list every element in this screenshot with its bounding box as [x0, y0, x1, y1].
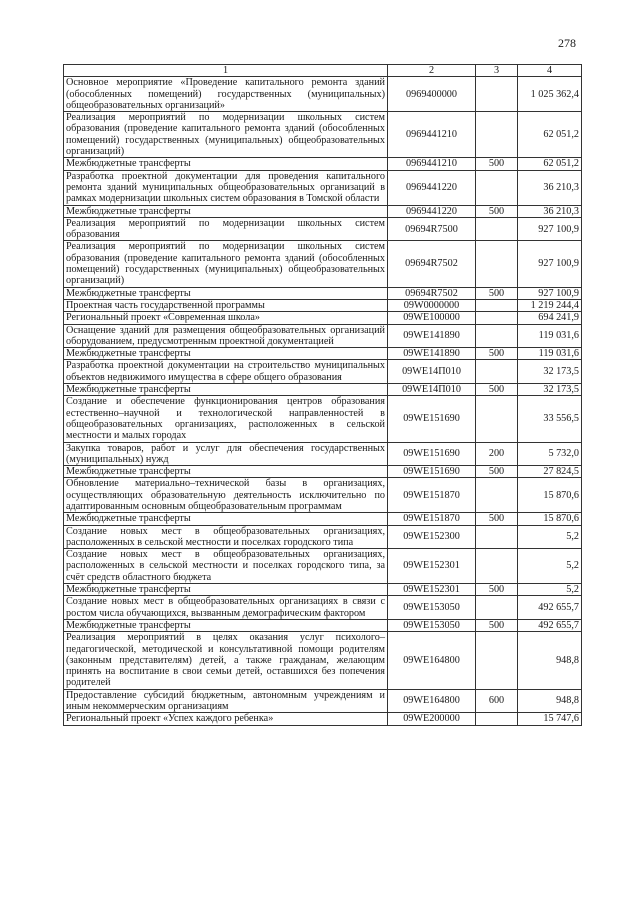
row-code-cell: 09WE141890: [388, 324, 476, 348]
row-type-cell: [476, 312, 518, 324]
row-amount-cell: 62 051,2: [518, 158, 582, 170]
row-type-cell: [476, 112, 518, 158]
row-name-cell: Межбюджетные трансферты: [64, 619, 388, 631]
table-row: [64, 584, 582, 596]
table-row: [64, 77, 582, 112]
table-row: [64, 596, 582, 620]
column-header-amount: 4: [518, 65, 582, 77]
row-name-cell: Межбюджетные трансферты: [64, 384, 388, 396]
row-type-cell: [476, 299, 518, 311]
row-type-cell: 500: [476, 384, 518, 396]
row-amount-cell: 927 100,9: [518, 287, 582, 299]
table-row: [64, 312, 582, 324]
table-row: [64, 324, 582, 348]
row-amount-cell: 492 655,7: [518, 596, 582, 620]
row-name-cell: Создание новых мест в общеобразовательных организациях, расположенных в сельской местности и поселках городского типа, за счёт средств областного бюджета: [64, 549, 388, 584]
column-header-code: 2: [388, 65, 476, 77]
row-amount-cell: 62 051,2: [518, 112, 582, 158]
table-header-row: [64, 65, 582, 77]
row-type-cell: 200: [476, 442, 518, 466]
column-header-name: 1: [64, 65, 388, 77]
row-type-cell: 500: [476, 158, 518, 170]
row-code-cell: 09694R7502: [388, 287, 476, 299]
row-type-cell: 500: [476, 584, 518, 596]
row-name-cell: Региональный проект «Современная школа»: [64, 312, 388, 324]
row-type-cell: 500: [476, 466, 518, 478]
table-row: [64, 360, 582, 384]
table-row: [64, 158, 582, 170]
table-row: [64, 384, 582, 396]
row-code-cell: 09WE151690: [388, 442, 476, 466]
row-type-cell: [476, 525, 518, 549]
row-type-cell: [476, 632, 518, 689]
table-row: [64, 713, 582, 725]
row-type-cell: [476, 478, 518, 513]
page-number: 278: [558, 36, 576, 50]
table-row: [64, 525, 582, 549]
row-code-cell: 09WE14П010: [388, 384, 476, 396]
table-row: [64, 549, 582, 584]
row-name-cell: Межбюджетные трансферты: [64, 287, 388, 299]
row-code-cell: 09WE153050: [388, 619, 476, 631]
table-row: [64, 396, 582, 442]
row-name-cell: Межбюджетные трансферты: [64, 348, 388, 360]
row-code-cell: 09WE164800: [388, 632, 476, 689]
row-name-cell: Обновление материально–технической базы в организациях, осуществляющих образовательную деятельность исключительно по адаптированным основным общеобразовательным программам: [64, 478, 388, 513]
row-type-cell: [476, 217, 518, 241]
budget-table: [63, 64, 582, 726]
row-type-cell: [476, 360, 518, 384]
row-code-cell: 09WE152301: [388, 584, 476, 596]
row-name-cell: Межбюджетные трансферты: [64, 205, 388, 217]
row-amount-cell: 948,8: [518, 689, 582, 713]
row-amount-cell: 32 173,5: [518, 360, 582, 384]
table-row: [64, 170, 582, 205]
row-code-cell: 09WE151870: [388, 513, 476, 525]
table-row: [64, 348, 582, 360]
row-code-cell: 09694R7502: [388, 241, 476, 287]
row-code-cell: 09W0000000: [388, 299, 476, 311]
row-name-cell: Закупка товаров, работ и услуг для обеспечения государственных (муниципальных) нужд: [64, 442, 388, 466]
row-amount-cell: 1 219 244,4: [518, 299, 582, 311]
row-name-cell: Межбюджетные трансферты: [64, 158, 388, 170]
row-code-cell: 0969441210: [388, 158, 476, 170]
row-name-cell: Создание новых мест в общеобразовательных организациях, расположенных в сельской местности и поселках городского типа: [64, 525, 388, 549]
row-amount-cell: 927 100,9: [518, 217, 582, 241]
row-name-cell: Разработка проектной документации на строительство муниципальных объектов недвижимого имущества в сфере общего образования: [64, 360, 388, 384]
row-amount-cell: 1 025 362,4: [518, 77, 582, 112]
table-body: [64, 77, 582, 725]
row-type-cell: 500: [476, 287, 518, 299]
row-name-cell: Оснащение зданий для размещения общеобразовательных организаций оборудованием, предусмотренным проектной документацией: [64, 324, 388, 348]
row-type-cell: [476, 170, 518, 205]
row-code-cell: 09WE14П010: [388, 360, 476, 384]
row-code-cell: 0969400000: [388, 77, 476, 112]
table-row: [64, 205, 582, 217]
row-code-cell: 0969441210: [388, 112, 476, 158]
row-code-cell: 09WE152301: [388, 549, 476, 584]
row-type-cell: [476, 549, 518, 584]
row-type-cell: 500: [476, 205, 518, 217]
row-name-cell: Предоставление субсидий бюджетным, автономным учреждениям и иным некоммерческим организациям: [64, 689, 388, 713]
row-amount-cell: 694 241,9: [518, 312, 582, 324]
row-amount-cell: 5,2: [518, 584, 582, 596]
row-amount-cell: 119 031,6: [518, 324, 582, 348]
row-name-cell: Региональный проект «Успех каждого ребенка»: [64, 713, 388, 725]
row-name-cell: Межбюджетные трансферты: [64, 584, 388, 596]
row-code-cell: 09WE100000: [388, 312, 476, 324]
row-amount-cell: 36 210,3: [518, 205, 582, 217]
table-row: [64, 287, 582, 299]
row-code-cell: 09WE164800: [388, 689, 476, 713]
row-code-cell: 0969441220: [388, 205, 476, 217]
row-name-cell: Проектная часть государственной программы: [64, 299, 388, 311]
row-type-cell: 500: [476, 619, 518, 631]
row-type-cell: [476, 324, 518, 348]
row-code-cell: 09WE151870: [388, 478, 476, 513]
row-type-cell: [476, 596, 518, 620]
table-row: [64, 619, 582, 631]
row-code-cell: 09WE152300: [388, 525, 476, 549]
table-row: [64, 112, 582, 158]
row-type-cell: 500: [476, 513, 518, 525]
table-row: [64, 442, 582, 466]
table-row: [64, 478, 582, 513]
row-type-cell: [476, 77, 518, 112]
row-amount-cell: 15 870,6: [518, 478, 582, 513]
row-amount-cell: 5,2: [518, 525, 582, 549]
row-name-cell: Основное мероприятие «Проведение капитального ремонта зданий (обособленных помещений) государственных (муниципальных) общеобразовательных организаций»: [64, 77, 388, 112]
row-amount-cell: 492 655,7: [518, 619, 582, 631]
table-row: [64, 466, 582, 478]
row-code-cell: 09694R7500: [388, 217, 476, 241]
row-amount-cell: 15 870,6: [518, 513, 582, 525]
row-amount-cell: 5,2: [518, 549, 582, 584]
row-type-cell: 500: [476, 348, 518, 360]
row-name-cell: Межбюджетные трансферты: [64, 513, 388, 525]
row-type-cell: 600: [476, 689, 518, 713]
row-type-cell: [476, 241, 518, 287]
table-row: [64, 513, 582, 525]
row-name-cell: Реализация мероприятий по модернизации школьных систем образования (проведение капитального ремонта зданий (обособленных помещений) государственных (муниципальных) общеобразовательных организаций): [64, 112, 388, 158]
row-code-cell: 09WE153050: [388, 596, 476, 620]
row-code-cell: 09WE151690: [388, 396, 476, 442]
row-amount-cell: 119 031,6: [518, 348, 582, 360]
table-row: [64, 241, 582, 287]
row-amount-cell: 15 747,6: [518, 713, 582, 725]
table-row: [64, 299, 582, 311]
row-amount-cell: 927 100,9: [518, 241, 582, 287]
row-code-cell: 09WE200000: [388, 713, 476, 725]
row-amount-cell: 27 824,5: [518, 466, 582, 478]
table-row: [64, 689, 582, 713]
row-name-cell: Межбюджетные трансферты: [64, 466, 388, 478]
row-name-cell: Создание и обеспечение функционирования центров образования естественно–научной и технологической направленностей в общеобразовательных организациях, расположенных в сельской местности и малых городах: [64, 396, 388, 442]
row-amount-cell: 5 732,0: [518, 442, 582, 466]
row-name-cell: Создание новых мест в общеобразовательных организациях в связи с ростом числа обучающихся, вызванным демографическим фактором: [64, 596, 388, 620]
row-name-cell: Реализация мероприятий в целях оказания услуг психолого–педагогической, методической и консультативной помощи родителям (законным представителям) детей, а также гражданам, желающим принять на воспитание в свои семьи детей, оставшихся без попечения родителей: [64, 632, 388, 689]
row-code-cell: 0969441220: [388, 170, 476, 205]
row-type-cell: [476, 396, 518, 442]
row-code-cell: 09WE141890: [388, 348, 476, 360]
table-row: [64, 632, 582, 689]
row-amount-cell: 36 210,3: [518, 170, 582, 205]
row-amount-cell: 948,8: [518, 632, 582, 689]
column-header-type: 3: [476, 65, 518, 77]
row-name-cell: Реализация мероприятий по модернизации школьных систем образования (проведение капитального ремонта зданий (обособленных помещений) государственных (муниципальных) общеобразовательных организаций): [64, 241, 388, 287]
row-name-cell: Разработка проектной документации для проведения капитального ремонта зданий муниципальных общеобразовательных организаций в рамках модернизации школьных систем образования в Томской области: [64, 170, 388, 205]
table-row: [64, 217, 582, 241]
row-amount-cell: 33 556,5: [518, 396, 582, 442]
row-amount-cell: 32 173,5: [518, 384, 582, 396]
row-code-cell: 09WE151690: [388, 466, 476, 478]
row-type-cell: [476, 713, 518, 725]
row-name-cell: Реализация мероприятий по модернизации школьных систем образования: [64, 217, 388, 241]
